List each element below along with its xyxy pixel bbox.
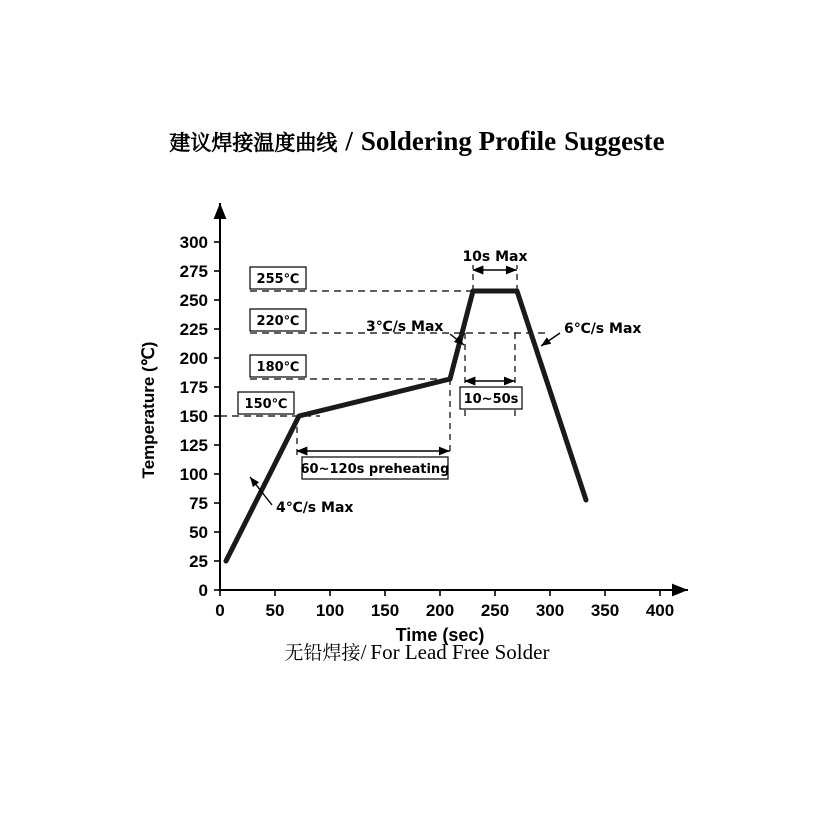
y-tick-label: 50	[189, 523, 208, 542]
page-title-separator: /	[345, 126, 353, 156]
y-tick-label: 250	[179, 291, 208, 310]
y-tick-label: 100	[179, 465, 208, 484]
y-axis-tick-labels	[180, 233, 208, 600]
annotation-cooldown-rate-text: 6℃/s Max	[564, 321, 642, 337]
page-title-chinese: 建议焊接温度曲线	[169, 131, 338, 155]
x-axis-title: Time (sec)	[395, 625, 485, 645]
y-axis-title: Temperature (℃)	[139, 341, 158, 479]
page-title-english-underlined: Suggeste	[564, 126, 665, 156]
x-tick-label: 100	[315, 601, 345, 620]
x-tick-label: 350	[590, 601, 620, 620]
figure-caption-english: For Lead Free Solder	[370, 640, 550, 664]
y-tick-label: 300	[179, 233, 208, 252]
x-axis-tick-labels	[215, 601, 674, 620]
reference-label-255	[250, 267, 306, 289]
y-tick-label: 150	[179, 407, 208, 426]
x-tick-label: 0	[215, 601, 225, 620]
x-tick-label: 250	[480, 601, 510, 620]
annotation-preheat-span	[297, 451, 450, 479]
y-tick-label: 25	[189, 552, 208, 571]
page-title	[0, 126, 834, 157]
figure-caption-chinese: 无铅焊接	[284, 642, 361, 664]
y-tick-label: 0	[198, 581, 208, 600]
reference-label-255-text: 255℃	[256, 272, 300, 287]
annotation-peak-span-text: 10s Max	[462, 249, 528, 265]
y-tick-label: 200	[179, 349, 208, 368]
annotation-peak-span	[462, 249, 527, 270]
reference-label-220-text: 220℃	[256, 314, 300, 329]
page-title-english: Soldering Profile	[360, 126, 557, 156]
y-tick-label: 225	[179, 320, 208, 339]
annotation-liquidus-span-text: 10~50s	[463, 392, 519, 407]
annotation-ramp-up-rate-text: 4℃/s Max	[276, 500, 354, 516]
x-tick-label: 200	[425, 601, 455, 620]
x-tick-label: 400	[645, 601, 675, 620]
figure-caption	[0, 638, 834, 665]
x-tick-label: 150	[370, 601, 400, 620]
chart-canvas	[120, 185, 720, 645]
y-tick-label: 75	[189, 494, 208, 513]
annotation-ramp-to-peak-rate-text: 3℃/s Max	[366, 319, 444, 335]
y-tick-label: 175	[179, 378, 208, 397]
y-tick-label: 275	[179, 262, 208, 281]
reference-label-180-text: 180℃	[256, 360, 300, 375]
annotation-cooldown-rate	[541, 321, 641, 346]
annotation-preheat-span-text: 60~120s preheating	[300, 462, 450, 477]
reference-label-150	[238, 392, 294, 414]
x-tick-label: 50	[265, 601, 285, 620]
reference-label-220	[250, 309, 306, 331]
y-tick-label: 125	[179, 436, 208, 455]
x-tick-label: 300	[535, 601, 565, 620]
figure-caption-separator: /	[360, 640, 367, 664]
reference-label-150-text: 150℃	[244, 397, 288, 412]
reference-label-180	[250, 355, 306, 377]
annotation-ramp-to-peak-rate	[366, 319, 464, 345]
annotation-liquidus-span	[460, 381, 522, 409]
reflow-profile-chart	[120, 185, 720, 645]
